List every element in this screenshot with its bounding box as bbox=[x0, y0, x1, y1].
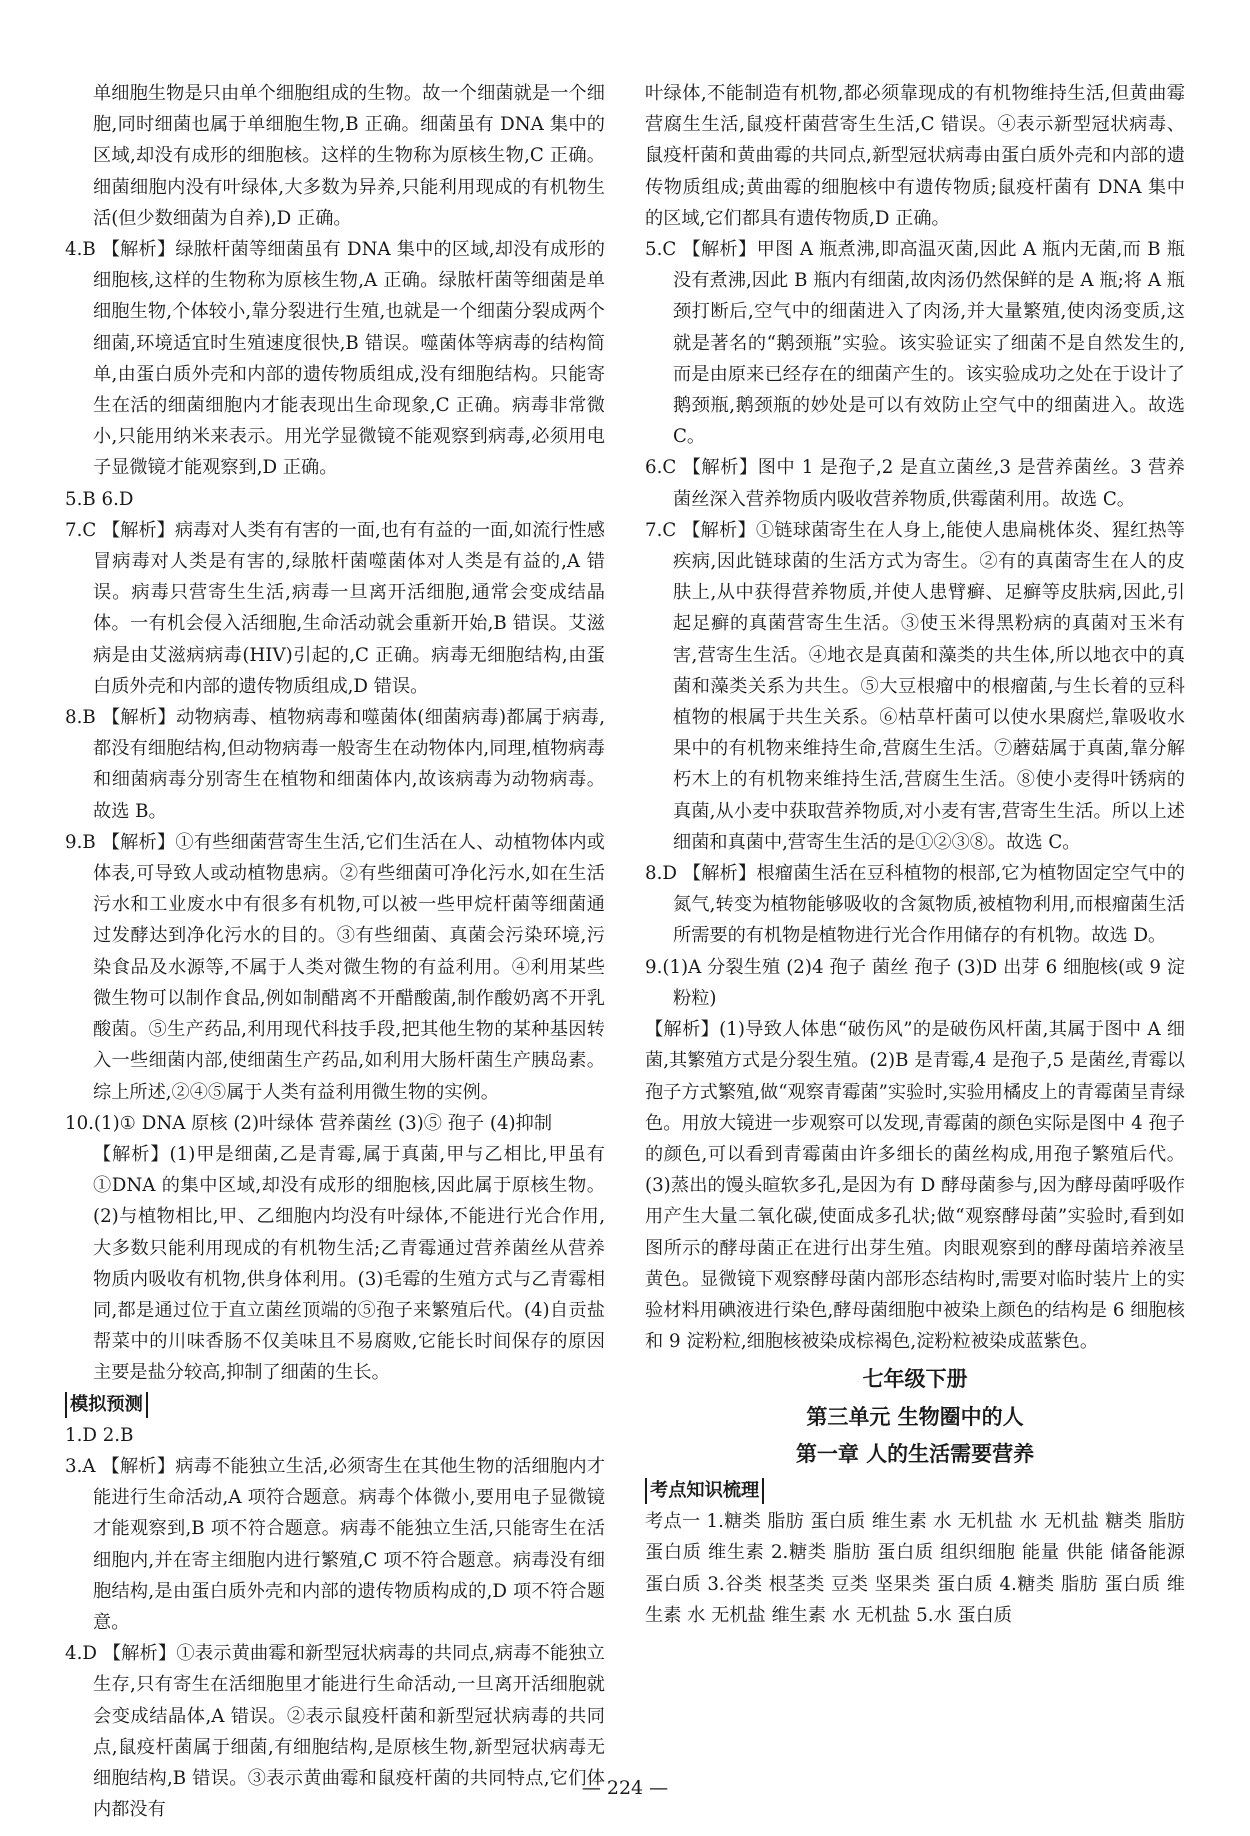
section-label: 模拟预测 bbox=[65, 1392, 148, 1418]
page-number: — 224 — bbox=[581, 1777, 669, 1799]
answer-item-5: 5.C 【解析】甲图 A 瓶煮沸,即高温灭菌,因此 A 瓶内无菌,而 B 瓶没有煮沸,因此 B 瓶内有细菌,故肉汤仍然保鲜的是 A 瓶;将 A 瓶颈打断后,空气中的细菌进入了肉汤,并大量繁殖,使肉汤变质,这就是著名的“鹅颈瓶”实验。该实验证实了细菌不是自然发生的,而是由原来已经存在的细菌产生的。该实验成功之处在于设计了鹅颈瓶,鹅颈瓶的妙处是可以有效防止空气中的细菌进入。故选 C。 bbox=[645, 239, 1185, 448]
analysis-10: 【解析】(1)甲是细菌,乙是青霉,属于真菌,甲与乙相比,甲虽有①DNA 的集中区域,却没有成形的细胞核,因此属于原核生物。(2)与植物相比,甲、乙细胞内均没有叶绿体,不能进行光合作用,大多数只能利用现成的有机物生活;乙青霉通过营养菌丝从营养物质内吸收有机物,供身体利用。(3)毛霉的生殖方式与乙青霉相同,都是通过位于直立菌丝顶端的⑤孢子来繁殖后代。(4)自贡盐帮菜中的川味香肠不仅美味且不易腐败,它能长时间保存的原因主要是盐分较高,抑制了细菌的生长。 bbox=[93, 1143, 605, 1384]
knowledge-points: 考点一 1.糖类 脂肪 蛋白质 维生素 水 无机盐 水 无机盐 糖类 脂肪 蛋白质 维生素 2.糖类 脂肪 蛋白质 组织细胞 能量 供能 储备能源 蛋白质 3.谷类 根茎类 豆类 坚果类 蛋白质 4.糖类 脂肪 蛋白质 维生素 水 无机盐 维生素 水 无机盐 5.水 蛋白质 bbox=[645, 1511, 1185, 1626]
answer-item-10: 10.(1)① DNA 原核 (2)叶绿体 营养菌丝 (3)⑤ 孢子 (4)抑制 bbox=[65, 1112, 553, 1134]
grade-title: 七年级下册 bbox=[862, 1366, 968, 1392]
section-label: 考点知识梳理 bbox=[645, 1478, 764, 1504]
answer-item-6: 6.C 【解析】图中 1 是孢子,2 是直立菌丝,3 是营养菌丝。3 营养菌丝深入营养物质内吸收营养物质,供霉菌利用。故选 C。 bbox=[645, 457, 1185, 510]
answer-item-9b: 9.(1)A 分裂生殖 (2)4 孢子 菌丝 孢子 (3)D 出芽 6 细胞核(或 9 淀粉粒) bbox=[645, 956, 1185, 1009]
answer-item-4: 4.B 【解析】绿脓杆菌等细菌虽有 DNA 集中的区域,却没有成形的细胞核,这样的生物称为原核生物,A 正确。绿脓杆菌等细菌是单细胞生物,个体较小,靠分裂进行生殖,也就是一个细菌分裂成两个细菌,环境适宜时生殖速度很快,B 错误。噬菌体等病毒的结构简单,由蛋白质外壳和内部的遗传物质组成,没有细胞结构。只能寄生在活的细菌细胞内才能表现出生命现象,C 正确。病毒非常微小,只能用纳米来表示。用光学显微镜不能观察到病毒,必须用电子显微镜才能观察到,D 正确。 bbox=[65, 239, 605, 479]
answer-item-3: 3.A 【解析】病毒不能独立生活,必须寄生在其他生物的活细胞内才能进行生命活动,A 项符合题意。病毒个体微小,要用电子显微镜才能观察到,B 项不符合题意。病毒不能独立生活,只能寄生在活细胞内,并在寄主细胞内进行繁殖,C 项不符合题意。病毒没有细胞结构,是由蛋白质外壳和内部的遗传物质构成的,D 项不符合题意。 bbox=[65, 1455, 605, 1633]
right-column bbox=[645, 78, 1185, 1631]
answer-item-4b: 4.D 【解析】①表示黄曲霉和新型冠状病毒的共同点,病毒不能独立生存,只有寄生在活细胞里才能进行生命活动,一旦离开活细胞就会变成结晶体,A 错误。②表示鼠疫杆菌和新型冠状病毒的共同点,鼠疫杆菌属于细菌,有细胞结构,是原核生物,新型冠状病毒无细胞结构,B 错误。③表示黄曲霉和鼠疫杆菌的共同特点,它们体内都没有 bbox=[65, 1643, 605, 1821]
left-column bbox=[65, 78, 605, 1825]
section-heading bbox=[65, 1389, 605, 1420]
answer-item-1-2: 1.D 2.B bbox=[65, 1424, 134, 1446]
unit-title: 第三单元 生物圈中的人 bbox=[806, 1403, 1024, 1429]
answer-item-8b: 8.D 【解析】根瘤菌生活在豆科植物的根部,它为植物固定空气中的氮气,转变为植物能够吸收的含氮物质,被植物利用,而根瘤菌生活所需要的有机物是植物进行光合作用储存的有机物。故选 D。 bbox=[645, 863, 1185, 947]
section-heading bbox=[645, 1475, 1185, 1506]
answer-item-9: 9.B 【解析】①有些细菌营寄生生活,它们生活在人、动植物体内或体表,可导致人或动植物患病。②有些细菌可净化污水,如在生活污水和工业废水中有很多有机物,可以被一些甲烷杆菌等细菌通过发酵达到净化污水的目的。③有些细菌、真菌会污染环境,污染食品及水源等,不属于人类对微生物的有益利用。④利用某些微生物可以制作食品,例如制醋离不开醋酸菌,制作酸奶离不开乳酸菌。⑤生产药品,利用现代科技手段,把其他生物的某种基因转入一些细菌内部,使细菌生产药品,如利用大肠杆菌生产胰岛素。综上所述,②④⑤属于人类有益利用微生物的实例。 bbox=[65, 831, 605, 1103]
answer-item-8: 8.B 【解析】动物病毒、植物病毒和噬菌体(细菌病毒)都属于病毒,都没有细胞结构,但动物病毒一般寄生在动物体内,同理,植物病毒和细菌病毒分别寄生在植物和细菌体内,故该病毒为动物病毒。故选 B。 bbox=[65, 707, 605, 822]
answer-item-5-6: 5.B 6.D bbox=[65, 488, 134, 510]
chapter-title: 第一章 人的生活需要营养 bbox=[795, 1440, 1035, 1466]
analysis-9: 【解析】(1)导致人体患“破伤风”的是破伤风杆菌,其属于图中 A 细菌,其繁殖方式是分裂生殖。(2)B 是青霉,4 是孢子,5 是菌丝,青霉以孢子方式繁殖,做“观察青霉菌”实验时,实验用橘皮上的青霉菌呈青绿色。用放大镜进一步观察可以发现,青霉菌的颜色实际是图中 4 孢子的颜色,可以看到青霉菌由许多细长的菌丝构成,用孢子繁殖后代。(3)蒸出的馒头暄软多孔,是因为有 D 酵母菌参与,因为酵母菌呼吸作用产生大量二氧化碳,使面成多孔状;做“观察酵母菌”实验时,看到如图所示的酵母菌正在进行出芽生殖。肉眼观察到的酵母菌培养液呈黄色。显微镜下观察酵母菌内部形态结构时,需要对临时装片上的实验材料用碘液进行染色,酵母菌细胞中被染上颜色的结构是 6 细胞核和 9 淀粉粒,细胞核被染成棕褐色,淀粉粒被染成蓝紫色。 bbox=[645, 1019, 1185, 1353]
answer-item-7b: 7.C 【解析】①链球菌寄生在人身上,能使人患扁桃体炎、猩红热等疾病,因此链球菌的生活方式为寄生。②有的真菌寄生在人的皮肤上,从中获得营养物质,并使人患臂癣、足癣等皮肤病,因此,引起足癣的真菌营寄生生活。③使玉米得黑粉病的真菌对玉米有害,营寄生生活。④地衣是真菌和藻类的共生体,所以地衣中的真菌和藻类关系为共生。⑤大豆根瘤中的根瘤菌,与生长着的豆科植物的根属于共生关系。⑥枯草杆菌可以使水果腐烂,靠吸收水果中的有机物来维持生命,营腐生生活。⑦蘑菇属于真菌,靠分解朽木上的有机物来维持生活,营腐生生活。⑧使小麦得叶锈病的真菌,从小麦中获取营养物质,对小麦有害,营寄生生活。所以上述细菌和真菌中,营寄生生活的是①②③⑧。故选 C。 bbox=[645, 519, 1185, 853]
paragraph: 叶绿体,不能制造有机物,都必须靠现成的有机物维持生活,但黄曲霉营腐生生活,鼠疫杆菌营寄生生活,C 错误。④表示新型冠状病毒、鼠疫杆菌和黄曲霉的共同点,新型冠状病毒由蛋白质外壳和内部的遗传物质组成;黄曲霉的细胞核中有遗传物质;鼠疫杆菌有 DNA 集中的区域,它们都具有遗传物质,D 正确。 bbox=[645, 83, 1185, 229]
answer-item-7: 7.C 【解析】病毒对人类有有害的一面,也有有益的一面,如流行性感冒病毒对人类是有害的,绿脓杆菌噬菌体对人类是有益的,A 错误。病毒只营寄生生活,病毒一旦离开活细胞,通常会变成结晶体。一有机会侵入活细胞,生命活动就会重新开始,B 错误。艾滋病是由艾滋病病毒(HIV)引起的,C 正确。病毒无细胞结构,由蛋白质外壳和内部的遗传物质组成,D 错误。 bbox=[65, 519, 605, 697]
paragraph: 单细胞生物是只由单个细胞组成的生物。故一个细菌就是一个细胞,同时细菌也属于单细胞生物,B 正确。细菌虽有 DNA 集中的区域,却没有成形的细胞核。这样的生物称为原核生物,C 正确。细菌细胞内没有叶绿体,大多数为异养,只能利用现成的有机物生活(但少数细菌为自养),D 正确。 bbox=[93, 83, 605, 229]
